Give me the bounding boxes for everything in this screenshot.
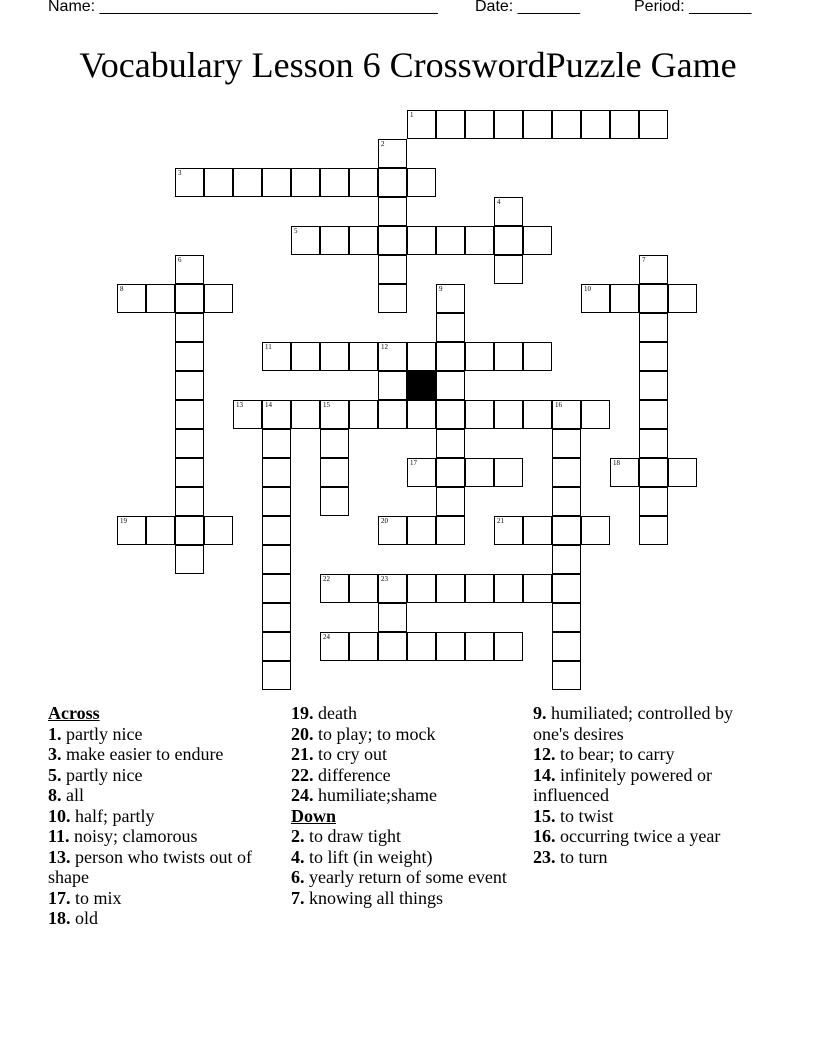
- clue-item: [533, 703, 773, 744]
- crossword-cell[interactable]: [639, 487, 668, 516]
- crossword-cell[interactable]: [204, 168, 233, 197]
- crossword-cell[interactable]: [378, 284, 407, 313]
- crossword-cell[interactable]: [175, 255, 204, 284]
- crossword-cell[interactable]: [291, 342, 320, 371]
- crossword-cell[interactable]: [436, 226, 465, 255]
- crossword-cell[interactable]: [204, 516, 233, 545]
- clue-text: to mix: [70, 887, 122, 908]
- clue-text: to play; to mock: [313, 723, 436, 744]
- page-title: Vocabulary Lesson 6 CrosswordPuzzle Game: [79, 45, 737, 85]
- clue-number: 10.: [48, 805, 71, 826]
- crossword-cell[interactable]: [552, 603, 581, 632]
- crossword-cell[interactable]: [378, 139, 407, 168]
- crossword-cell[interactable]: [581, 110, 610, 139]
- clue-text: occurring twice a year: [555, 826, 721, 846]
- crossword-cell[interactable]: [465, 632, 494, 661]
- clue-number: 14: [265, 401, 272, 409]
- clue-number: 21.: [291, 744, 314, 764]
- clue-number: 24: [323, 633, 330, 641]
- crossword-cell[interactable]: [146, 516, 175, 545]
- crossword-cell[interactable]: [436, 487, 465, 516]
- crossword-cell[interactable]: [436, 400, 465, 429]
- crossword-cell[interactable]: [436, 516, 465, 545]
- crossword-cell[interactable]: [117, 516, 146, 545]
- clue-text: make easier to endure: [61, 744, 224, 764]
- clue-item: [48, 847, 278, 888]
- clue-number: 11.: [48, 826, 70, 846]
- clue-number: 24.: [291, 785, 314, 805]
- crossword-cell[interactable]: [552, 110, 581, 139]
- clue-number: 8: [120, 285, 124, 293]
- clue-number: 13.: [48, 846, 71, 867]
- crossword-cell[interactable]: [407, 110, 436, 139]
- crossword-cell[interactable]: [668, 458, 697, 487]
- clue-number: 9: [439, 285, 443, 293]
- crossword-cell[interactable]: [349, 342, 378, 371]
- crossword-cell[interactable]: [552, 487, 581, 516]
- crossword-cell[interactable]: [494, 400, 523, 429]
- crossword-cell[interactable]: [639, 342, 668, 371]
- crossword-cell[interactable]: [262, 487, 291, 516]
- crossword-cell[interactable]: [262, 574, 291, 603]
- crossword-cell[interactable]: [494, 255, 523, 284]
- crossword-cell[interactable]: [262, 429, 291, 458]
- crossword-cell[interactable]: [175, 342, 204, 371]
- crossword-cell[interactable]: [175, 168, 204, 197]
- crossword-cell[interactable]: [494, 197, 523, 226]
- clue-number: 8.: [48, 785, 62, 805]
- crossword-cell[interactable]: [552, 429, 581, 458]
- crossword-cell[interactable]: [436, 574, 465, 603]
- clue-text: to turn: [555, 846, 608, 867]
- clue-number: 17: [410, 459, 417, 467]
- clue-number: 2: [381, 140, 385, 148]
- crossword-cell[interactable]: [262, 545, 291, 574]
- clue-text: to twist: [555, 805, 614, 826]
- clue-number: 23: [381, 575, 388, 583]
- crossword-cell[interactable]: [320, 342, 349, 371]
- crossword-cell[interactable]: [349, 226, 378, 255]
- clue-number: 1.: [48, 723, 62, 744]
- crossword-cell[interactable]: [117, 284, 146, 313]
- crossword-cell[interactable]: [175, 284, 204, 313]
- clue-number: 18.: [48, 908, 71, 928]
- crossword-cell[interactable]: [465, 110, 494, 139]
- crossword-cell[interactable]: [146, 284, 175, 313]
- crossword-cell[interactable]: [407, 632, 436, 661]
- clue-item: [291, 785, 521, 806]
- crossword-cell[interactable]: [175, 487, 204, 516]
- clue-item: [533, 826, 773, 847]
- crossword-cell[interactable]: [639, 110, 668, 139]
- crossword-cell[interactable]: [465, 574, 494, 603]
- crossword-cell[interactable]: [494, 516, 523, 545]
- clue-number: 4: [497, 198, 501, 206]
- crossword-cell[interactable]: [407, 516, 436, 545]
- crossword-cell[interactable]: [378, 400, 407, 429]
- crossword-cell[interactable]: [378, 342, 407, 371]
- clue-number: 11: [265, 343, 272, 351]
- crossword-cell[interactable]: [436, 284, 465, 313]
- clue-item: [48, 826, 278, 847]
- crossword-cell[interactable]: [320, 400, 349, 429]
- crossword-cell[interactable]: [639, 371, 668, 400]
- crossword-cell[interactable]: [407, 574, 436, 603]
- crossword-cell[interactable]: [494, 632, 523, 661]
- clue-text: to draw tight: [304, 826, 401, 846]
- crossword-cell[interactable]: [320, 226, 349, 255]
- crossword-cell[interactable]: [523, 110, 552, 139]
- clue-item: [533, 847, 773, 868]
- crossword-cell[interactable]: [204, 284, 233, 313]
- crossword-cell[interactable]: [175, 429, 204, 458]
- clue-number: 15.: [533, 805, 556, 826]
- clue-text: partly nice: [61, 723, 143, 744]
- crossword-cell[interactable]: [523, 342, 552, 371]
- clue-number: 3: [178, 169, 182, 177]
- crossword-cell[interactable]: [378, 226, 407, 255]
- clue-text: death: [313, 703, 357, 723]
- crossword-cell[interactable]: [320, 429, 349, 458]
- clue-number: 12.: [533, 744, 556, 764]
- crossword-cell[interactable]: [465, 400, 494, 429]
- crossword-cell[interactable]: [436, 458, 465, 487]
- clue-number: 18: [613, 459, 620, 467]
- date-field-label[interactable]: Date: _______: [475, 0, 580, 15]
- crossword-cell[interactable]: [552, 516, 581, 545]
- crossword-cell[interactable]: [552, 632, 581, 661]
- clue-text: difference: [313, 764, 391, 785]
- crossword-cell[interactable]: [639, 255, 668, 284]
- clue-number: 7.: [291, 887, 305, 908]
- clue-number: 3.: [48, 744, 62, 764]
- crossword-cell[interactable]: [552, 545, 581, 574]
- clue-number: 19: [120, 517, 127, 525]
- clue-item: [291, 703, 521, 724]
- crossword-cell[interactable]: [291, 400, 320, 429]
- crossword-cell[interactable]: [175, 371, 204, 400]
- clue-item: [533, 765, 773, 806]
- clue-number: 21: [497, 517, 504, 525]
- clue-item: [533, 744, 773, 765]
- clue-item: [48, 785, 278, 806]
- clue-item: [291, 724, 521, 745]
- clue-number: 13: [236, 401, 243, 409]
- crossword-cell[interactable]: [378, 574, 407, 603]
- clue-item: [291, 744, 521, 765]
- crossword-cell[interactable]: [552, 458, 581, 487]
- down-heading: Down: [291, 805, 337, 826]
- crossword-cell[interactable]: [610, 284, 639, 313]
- crossword-cell[interactable]: [523, 574, 552, 603]
- crossword-cell[interactable]: [552, 661, 581, 690]
- crossword-cell[interactable]: [262, 632, 291, 661]
- crossword-cell[interactable]: [378, 516, 407, 545]
- crossword-cell[interactable]: [291, 226, 320, 255]
- crossword-cell[interactable]: [436, 632, 465, 661]
- crossword-cell[interactable]: [378, 197, 407, 226]
- crossword-cell[interactable]: [262, 342, 291, 371]
- clue-text: old: [70, 908, 99, 928]
- clue-text: partly nice: [61, 764, 143, 785]
- clue-text: to bear; to carry: [555, 744, 675, 764]
- crossword-cell[interactable]: [523, 226, 552, 255]
- clue-number: 4.: [291, 846, 305, 867]
- crossword-cell[interactable]: [262, 603, 291, 632]
- clue-number: 5.: [48, 764, 62, 785]
- clue-item: [48, 908, 278, 929]
- crossword-cell[interactable]: [581, 284, 610, 313]
- crossword-cell[interactable]: [639, 313, 668, 342]
- clue-text: yearly return of some event: [304, 867, 507, 887]
- crossword-cell[interactable]: [349, 574, 378, 603]
- crossword-cell[interactable]: [262, 400, 291, 429]
- crossword-cell[interactable]: [465, 458, 494, 487]
- clue-number: 20: [381, 517, 388, 525]
- clue-item: [48, 744, 278, 765]
- clue-text: humiliated; controlled by one's desires: [533, 703, 733, 744]
- clue-number: 22: [323, 575, 330, 583]
- crossword-cell[interactable]: [320, 574, 349, 603]
- crossword-cell[interactable]: [610, 110, 639, 139]
- crossword-cell[interactable]: [320, 458, 349, 487]
- clue-number: 6.: [291, 867, 305, 887]
- blocked-cell: [407, 371, 436, 400]
- across-heading: Across: [48, 703, 100, 723]
- period-field-label[interactable]: Period: _______: [634, 0, 752, 15]
- crossword-cell[interactable]: [291, 168, 320, 197]
- crossword-cell[interactable]: [465, 342, 494, 371]
- crossword-cell[interactable]: [378, 255, 407, 284]
- clue-text: to lift (in weight): [304, 846, 433, 867]
- crossword-cell[interactable]: [175, 400, 204, 429]
- crossword-cell[interactable]: [639, 284, 668, 313]
- crossword-cell[interactable]: [581, 400, 610, 429]
- crossword-cell[interactable]: [349, 400, 378, 429]
- crossword-cell[interactable]: [378, 168, 407, 197]
- crossword-cell[interactable]: [465, 226, 494, 255]
- clue-item: [291, 847, 521, 868]
- clue-number: 1: [410, 111, 414, 119]
- crossword-cell[interactable]: [262, 516, 291, 545]
- crossword-cell[interactable]: [494, 342, 523, 371]
- clue-number: 14.: [533, 764, 556, 785]
- clue-number: 16.: [533, 826, 556, 846]
- clue-text: knowing all things: [304, 887, 443, 908]
- crossword-cell[interactable]: [349, 632, 378, 661]
- crossword-cell[interactable]: [378, 371, 407, 400]
- clue-number: 12: [381, 343, 388, 351]
- clue-number: 9.: [533, 703, 547, 723]
- crossword-cell[interactable]: [378, 603, 407, 632]
- clue-text: person who twists out of shape: [48, 846, 252, 887]
- crossword-cell[interactable]: [320, 487, 349, 516]
- clue-item: [533, 806, 773, 827]
- crossword-cell[interactable]: [494, 458, 523, 487]
- crossword-cell[interactable]: [233, 400, 262, 429]
- crossword-cell[interactable]: [175, 458, 204, 487]
- crossword-cell[interactable]: [436, 342, 465, 371]
- crossword-cell[interactable]: [436, 110, 465, 139]
- clue-number: 15: [323, 401, 330, 409]
- clue-text: noisy; clamorous: [69, 826, 198, 846]
- crossword-cell[interactable]: [639, 458, 668, 487]
- crossword-cell[interactable]: [262, 168, 291, 197]
- clue-text: infinitely powered or influenced: [533, 764, 712, 805]
- clue-text: all: [61, 785, 84, 805]
- clue-column-1: [48, 703, 278, 929]
- crossword-cell[interactable]: [378, 632, 407, 661]
- crossword-cell[interactable]: [436, 371, 465, 400]
- crossword-cell[interactable]: [407, 400, 436, 429]
- clue-number: 2.: [291, 826, 305, 846]
- crossword-cell[interactable]: [436, 313, 465, 342]
- clue-column-3: [533, 703, 773, 867]
- clue-item: [291, 888, 521, 909]
- crossword-cell[interactable]: [407, 168, 436, 197]
- crossword-cell[interactable]: [320, 632, 349, 661]
- crossword-cell[interactable]: [494, 226, 523, 255]
- clue-number: 20.: [291, 723, 314, 744]
- crossword-cell[interactable]: [552, 400, 581, 429]
- crossword-cell[interactable]: [494, 110, 523, 139]
- clue-item: [291, 826, 521, 847]
- clue-number: 19.: [291, 703, 314, 723]
- crossword-cell[interactable]: [407, 458, 436, 487]
- crossword-cell[interactable]: [262, 661, 291, 690]
- crossword-cell[interactable]: [610, 458, 639, 487]
- clue-item: [48, 765, 278, 786]
- crossword-cell[interactable]: [639, 429, 668, 458]
- clue-item: [48, 724, 278, 745]
- crossword-cell[interactable]: [494, 574, 523, 603]
- clue-text: half; partly: [70, 805, 155, 826]
- crossword-cell[interactable]: [175, 516, 204, 545]
- clue-item: [48, 888, 278, 909]
- clue-column-2: [291, 703, 521, 908]
- crossword-cell[interactable]: [320, 168, 349, 197]
- name-field-label[interactable]: Name: ______________________________________: [48, 0, 438, 15]
- clue-number: 22.: [291, 764, 314, 785]
- crossword-cell[interactable]: [639, 400, 668, 429]
- clue-item: [291, 867, 521, 888]
- clue-item: [291, 765, 521, 786]
- clue-number: 23.: [533, 846, 556, 867]
- clue-text: humiliate;shame: [313, 785, 437, 805]
- clue-item: [48, 806, 278, 827]
- clue-number: 16: [555, 401, 562, 409]
- clue-number: 10: [584, 285, 591, 293]
- crossword-cell[interactable]: [523, 400, 552, 429]
- crossword-cell[interactable]: [639, 516, 668, 545]
- clue-number: 6: [178, 256, 182, 264]
- clue-text: to cry out: [313, 744, 387, 764]
- crossword-cell[interactable]: [668, 284, 697, 313]
- crossword-cell[interactable]: [436, 429, 465, 458]
- crossword-cell[interactable]: [262, 458, 291, 487]
- crossword-cell[interactable]: [552, 574, 581, 603]
- crossword-cell[interactable]: [523, 516, 552, 545]
- crossword-cell[interactable]: [407, 226, 436, 255]
- clue-number: 5: [294, 227, 298, 235]
- crossword-cell[interactable]: [175, 545, 204, 574]
- crossword-cell[interactable]: [581, 516, 610, 545]
- crossword-cell[interactable]: [175, 313, 204, 342]
- crossword-cell[interactable]: [233, 168, 262, 197]
- clue-number: 7: [642, 256, 646, 264]
- clue-number: 17.: [48, 887, 71, 908]
- crossword-cell[interactable]: [407, 342, 436, 371]
- crossword-cell[interactable]: [349, 168, 378, 197]
